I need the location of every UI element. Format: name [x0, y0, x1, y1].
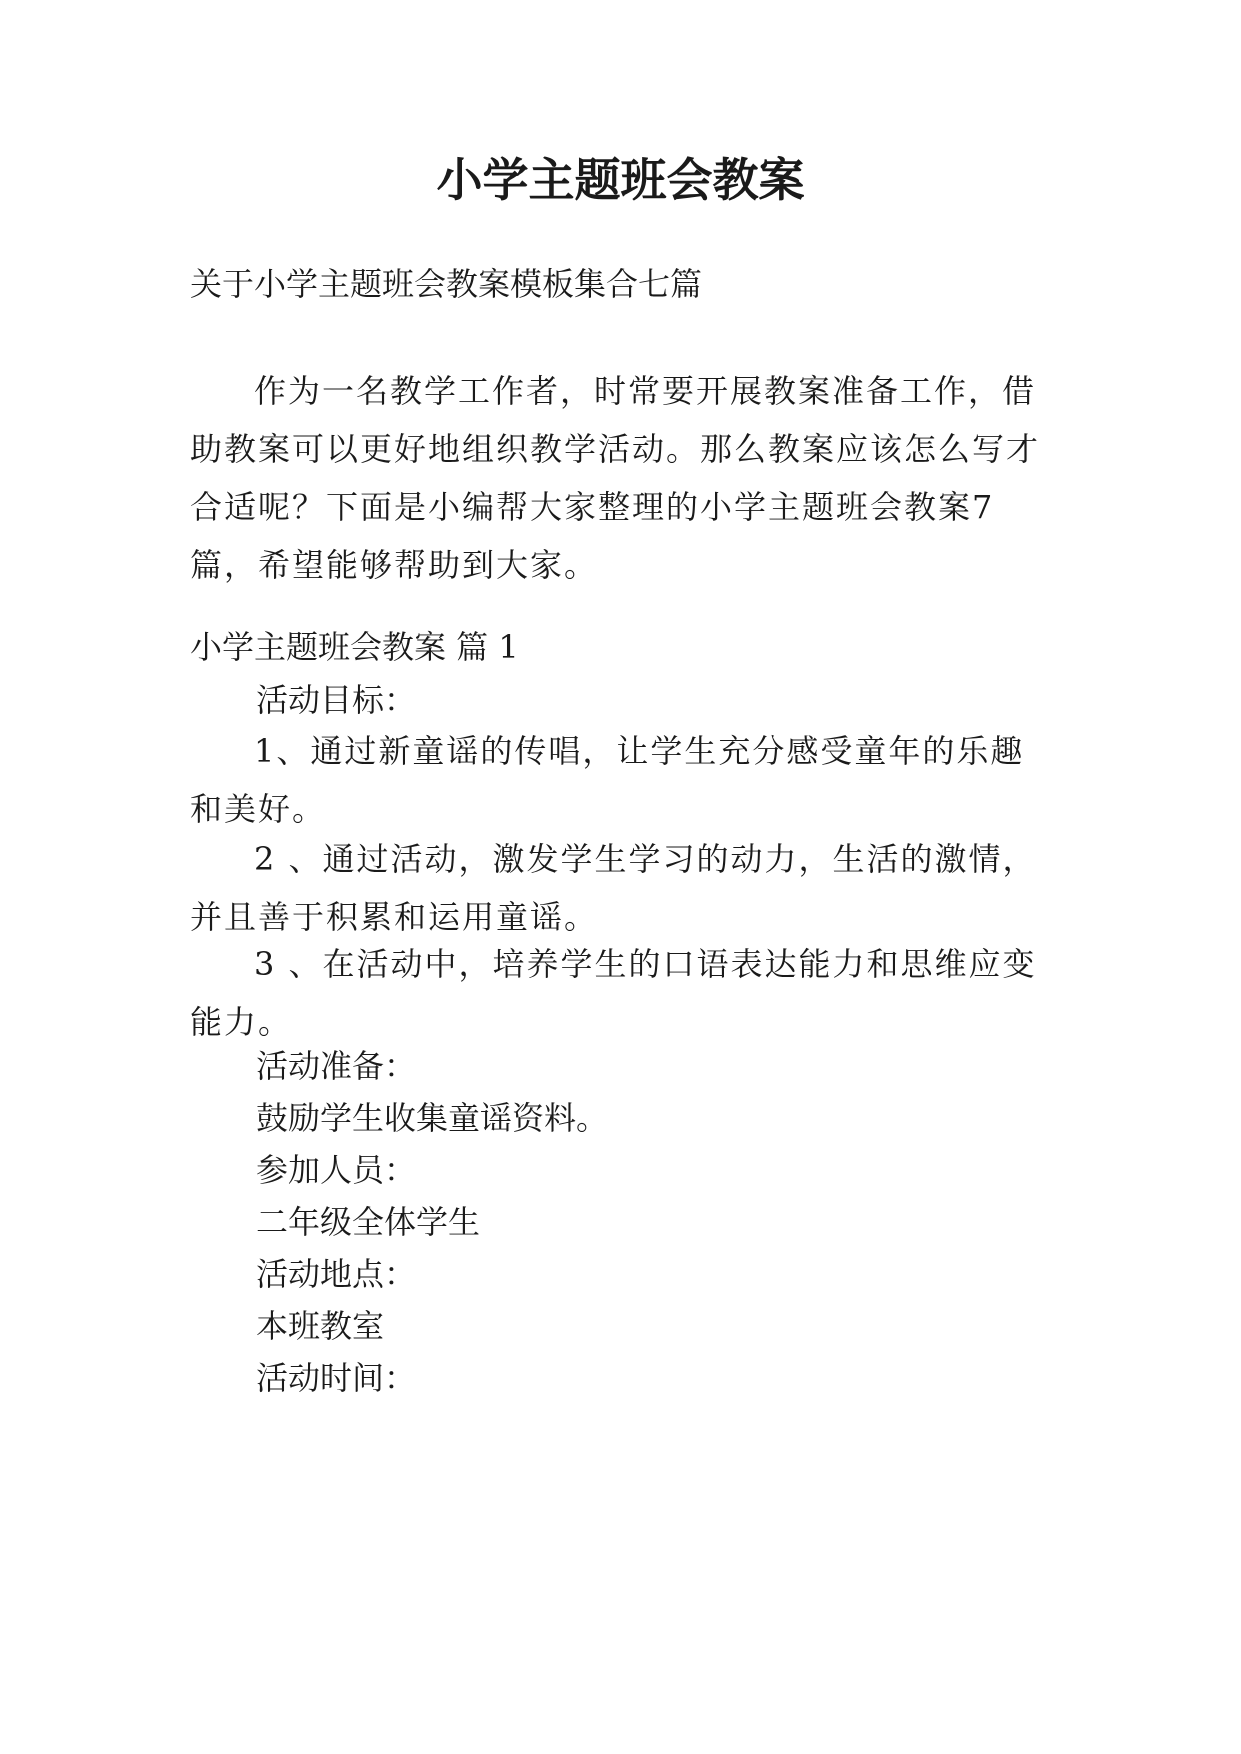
place-label: 活动地点： — [256, 1255, 417, 1293]
goal-item-2: 2 、通过活动，激发学生学习的动力，生活的激情，并且善于积累和运用童谣。 — [190, 840, 1037, 936]
section-heading: 小学主题班会教案 篇 1 — [190, 628, 519, 666]
time-label: 活动时间： — [256, 1359, 417, 1397]
place-value: 本班教室 — [256, 1307, 385, 1345]
prep-label: 活动准备： — [256, 1047, 417, 1085]
prep-value: 鼓励学生收集童谣资料。 — [256, 1099, 609, 1137]
goal-item-1: 1、通过新童谣的传唱，让学生充分感受童年的乐趣和美好。 — [190, 732, 1025, 828]
document-title: 小学主题班会教案 — [436, 153, 805, 207]
people-label: 参加人员： — [256, 1151, 417, 1189]
goal-item-3: 3 、在活动中，培养学生的口语表达能力和思维应变能力。 — [190, 945, 1037, 1041]
goals-label: 活动目标： — [256, 681, 417, 719]
intro-paragraph: 作为一名教学工作者，时常要开展教案准备工作，借助教案可以更好地组织教学活动。那么教案应该怎么写才合适呢？下面是小编帮大家整理的小学主题班会教案7篇，希望能够帮助到大家。 — [190, 372, 1041, 584]
document-subtitle: 关于小学主题班会教案模板集合七篇 — [190, 265, 703, 303]
people-value: 二年级全体学生 — [256, 1203, 481, 1241]
